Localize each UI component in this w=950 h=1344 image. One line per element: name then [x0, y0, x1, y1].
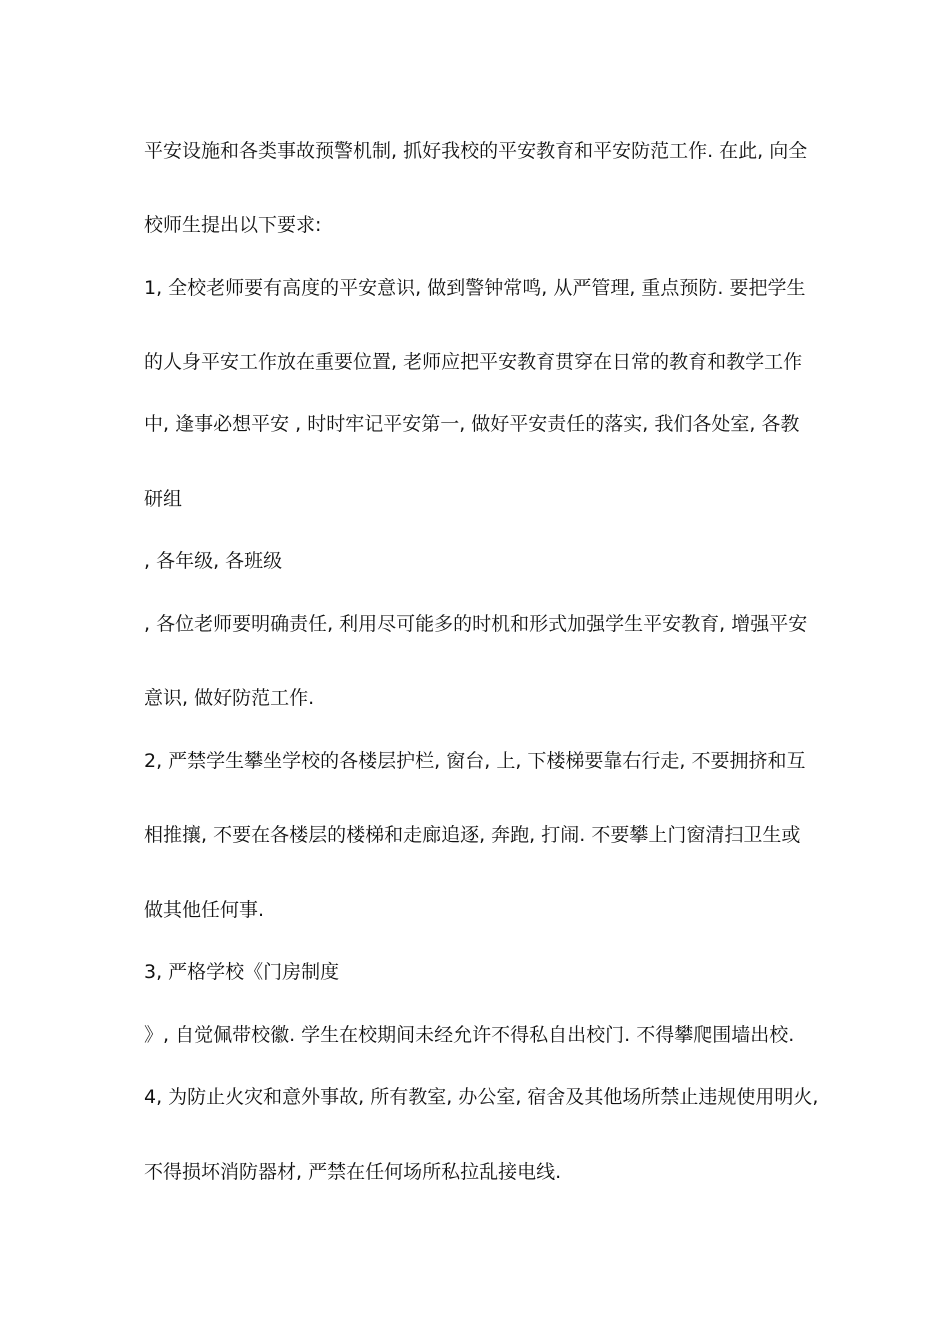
paragraph-line: 意识, 做好防范工作. — [144, 687, 315, 709]
paragraph-line: , 各位老师要明确责任, 利用尽可能多的时机和形式加强学生平安教育, 增强平安 — [144, 613, 808, 635]
paragraph-line: 相推攘, 不要在各楼层的楼梯和走廊追逐, 奔跑, 打闹. 不要攀上门窗清扫卫生或 — [144, 824, 801, 846]
paragraph-line: 的人身平安工作放在重要位置, 老师应把平安教育贯穿在日常的教育和教学工作 — [144, 351, 803, 373]
paragraph-line: 研组 — [144, 488, 183, 510]
paragraph-line: 校师生提出以下要求: — [144, 214, 322, 236]
paragraph-line: 》, 自觉佩带校徽. 学生在校期间未经允许不得私自出校门. 不得攀爬围墙出校. — [144, 1024, 795, 1046]
list-item-1-line: 1, 全校老师要有高度的平安意识, 做到警钟常鸣, 从严管理, 重点预防. 要把学生 — [144, 277, 806, 299]
paragraph-line: 不得损坏消防器材, 严禁在任何场所私拉乱接电线. — [144, 1161, 562, 1183]
list-item-4-line: 4, 为防止火灾和意外事故, 所有教室, 办公室, 宿舍及其他场所禁止违规使用明火, — [144, 1086, 819, 1108]
list-item-3-line: 3, 严格学校《门房制度 — [144, 961, 340, 983]
paragraph-line: , 各年级, 各班级 — [144, 550, 283, 572]
paragraph-line: 中, 逢事必想平安 , 时时牢记平安第一, 做好平安责任的落实, 我们各处室, 各教 — [144, 413, 800, 435]
list-item-2-line: 2, 严禁学生攀坐学校的各楼层护栏, 窗台, 上, 下楼梯要靠右行走, 不要拥挤和互 — [144, 750, 806, 772]
paragraph-line: 做其他任何事. — [144, 899, 265, 921]
paragraph-line: 平安设施和各类事故预警机制, 抓好我校的平安教育和平安防范工作. 在此, 向全 — [144, 140, 808, 162]
